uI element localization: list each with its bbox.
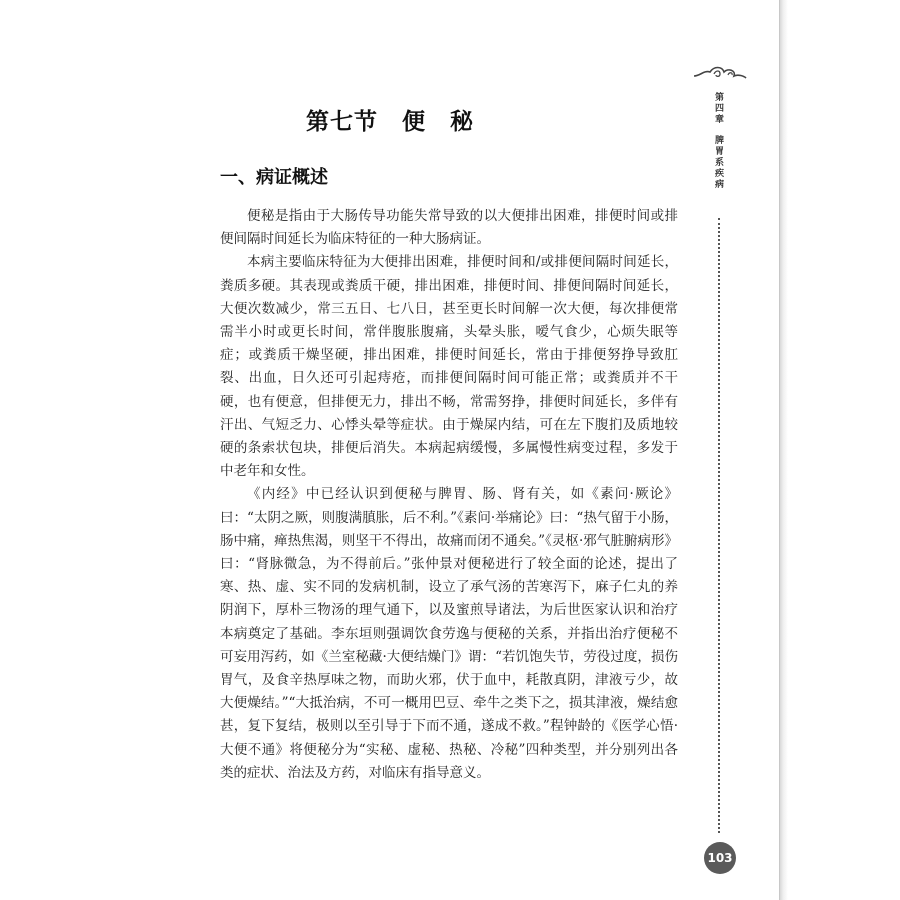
- running-header-system: 脾胃系疾病: [713, 135, 723, 190]
- dotted-rule: [718, 218, 720, 833]
- paragraph-3: 《内经》中已经认识到便秘与脾胃、肠、肾有关，如《素问·厥论》曰：“太阴之厥，则腹满䐜胀，后不利。”《素问·举痛论》曰：“热气留于小肠，肠中痛，瘅热焦渴，则坚干不得出，故痛而闭不通矣。”《灵枢·邪气脏腑病形》曰：“肾脉微急，为不得前后。”张仲景对便秘进行了较全面的论述，提出了寒、热、虚、实不同的发病机制，设立了承气汤的苦寒泻下，麻子仁丸的养阴润下，厚朴三物汤的理气通下，以及蜜煎导诸法，为后世医家认识和治疗本病奠定了基础。李东垣则强调饮食劳逸与便秘的关系，并指出治疗便秘不可妄用泻药，如《兰室秘藏·大便结燥门》谓：“若饥饱失节，劳役过度，损伤胃气，及食辛热厚味之物，而助火邪，伏于血中，耗散真阴，津液亏少，故大便燥结。”“大抵治病，不可一概用巴豆、牵牛之类下之，损其津液，燥结愈甚，复下复结，极则以至引导于下而不通，遂成不救。”程钟龄的《医学心悟·大便不通》将便秘分为“实秘、虚秘、热秘、冷秘”四种类型，并分别列出各类的症状、治法及方药，对临床有指导意义。: [220, 486, 678, 781]
- body-text: [220, 205, 678, 785]
- section-title: 第七节 便 秘: [306, 109, 474, 135]
- paragraph-2: 本病主要临床特征为大便排出困难，排便时间和/或排便间隔时间延长，粪质多硬。其表现或粪质干硬，排出困难，排便时间、排便间隔时间延长，大便次数减少，常三五日、七八日，甚至更长时间解一次大便，每次排便常需半小时或更长时间，常伴腹胀腹痛，头晕头胀，嗳气食少，心烦失眠等症；或粪质干燥坚硬，排出困难，排便时间延长，常由于排便努挣导致肛裂、出血，日久还可引起痔疮，而排便间隔时间可能正常；或粪质并不干硬，也有便意，但排便无力，排出不畅，常需努挣，排便时间延长，多伴有汗出、气短乏力、心悸头晕等症状。由于燥屎内结，可在左下腹扪及质地较硬的条索状包块，排便后消失。本病起病缓慢，多属慢性病变过程，多发于中老年和女性。: [220, 254, 678, 480]
- page-number: 103: [704, 842, 736, 874]
- cloud-ornament-icon: [690, 60, 750, 82]
- subsection-title: 一、病证概述: [220, 167, 328, 188]
- page-edge-shadow: [780, 0, 788, 900]
- paragraph-1: 便秘是指由于大肠传导功能失常导致的以大便排出困难，排便时间或排便间隔时间延长为临床特征的一种大肠病证。: [220, 208, 678, 248]
- running-header-chapter: 第四章: [713, 92, 723, 125]
- running-header: [712, 92, 726, 190]
